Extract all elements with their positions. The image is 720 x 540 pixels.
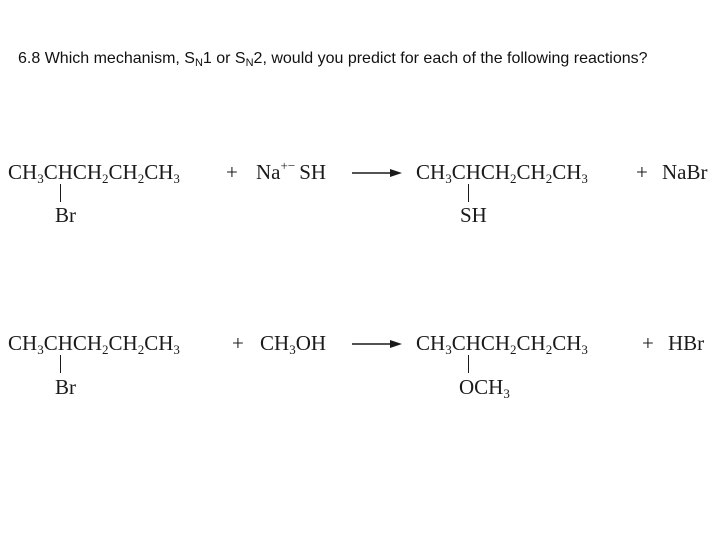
byproduct-formula: NaBr bbox=[662, 160, 708, 184]
plus-sign: + bbox=[226, 160, 238, 184]
reactant-formula: $CH_3CHCH_2CH_2CH_3$ bbox=[8, 331, 180, 357]
product-formula: $CH_3CHCH_2CH_2CH_3$ bbox=[416, 160, 588, 186]
sn1-subscript: N bbox=[194, 57, 203, 69]
question-text bbox=[18, 48, 678, 70]
reaction-1 bbox=[0, 160, 720, 240]
reactant-substituent: Br bbox=[55, 375, 76, 399]
product-formula: $CH_3CHCH_2CH_2CH_3$ bbox=[416, 331, 588, 357]
reactant-bond bbox=[60, 355, 61, 373]
product-bond bbox=[468, 184, 469, 202]
reactant-substituent: Br bbox=[55, 203, 76, 227]
plus-sign: + bbox=[636, 160, 648, 184]
reaction-arrow bbox=[352, 339, 402, 349]
byproduct-formula: HBr bbox=[668, 331, 705, 355]
reactant-formula: $CH_3CHCH_2CH_2CH_3$ bbox=[8, 160, 180, 186]
product-substituent: SH bbox=[460, 203, 487, 227]
plus-sign: + bbox=[642, 331, 654, 355]
reaction-arrow bbox=[352, 168, 402, 178]
product-substituent: $OCH_3$ bbox=[459, 375, 510, 401]
sn2-subscript: N bbox=[245, 57, 254, 69]
question-prefix: 6.8 Which mechanism, S bbox=[18, 50, 195, 67]
reactant-bond bbox=[60, 184, 61, 202]
plus-sign: + bbox=[232, 331, 244, 355]
question-middle: 1 or S bbox=[202, 50, 246, 67]
question-suffix: 2, would you predict for each of the following reactions? bbox=[253, 50, 648, 67]
reaction-2 bbox=[0, 331, 720, 411]
reagent-formula: $CH_3OH$ bbox=[260, 331, 327, 357]
reagent-formula: Na+− SH bbox=[256, 158, 327, 184]
product-bond bbox=[468, 355, 469, 373]
